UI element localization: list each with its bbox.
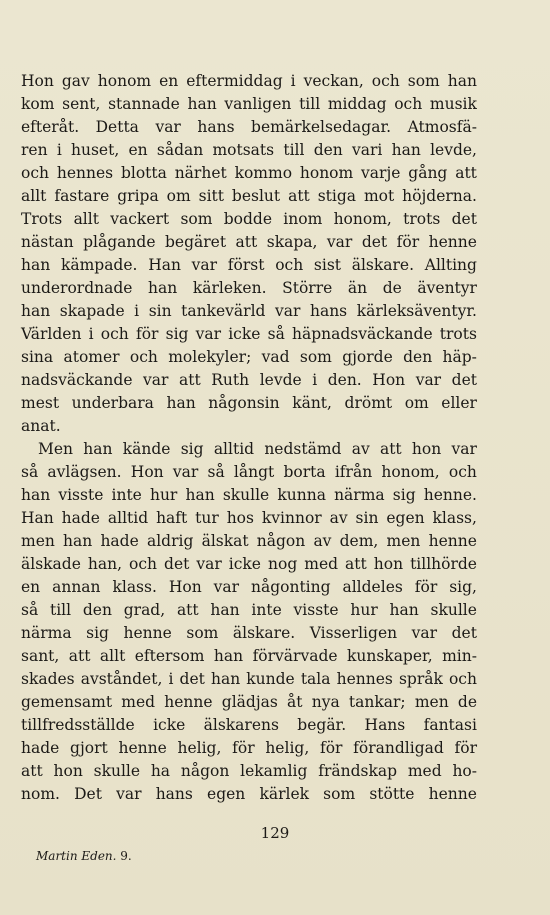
text-line: och hennes blotta närhet kommo honom varje gång att [21,164,477,182]
text-line: tillfredsställde icke älskarens begär. Hans fantasi [21,716,477,734]
text-line: underordnade han kärleken. Större än de äventyr [21,279,477,297]
text-line: mest underbara han någonsin känt, drömt om eller [21,394,477,412]
text-line: ren i huset, en sådan motsats till den vari han levde, [21,141,477,159]
paragraph [21,438,477,806]
text-line: nadsväckande var att Ruth levde i den. Hon var det [21,371,477,389]
text-line: allt fastare gripa om sitt beslut att stiga mot höjderna. [21,187,477,205]
text-line: nästan plågande begäret att skapa, var det för henne [21,233,477,251]
text-line: han skapade i sin tankevärld var hans kärleksäventyr. [21,302,477,320]
text-line: så avlägsen. Hon var så långt borta ifrån honom, och [21,463,477,481]
text-line: efteråt. Detta var hans bemärkelsedagar. Atmosfä- [21,118,477,136]
text-line: gemensamt med henne glädjas åt nya tankar; men de [21,693,477,711]
text-line: hade gjort henne helig, för helig, för förandligad för [21,739,477,757]
text-line: han visste inte hur han skulle kunna närma sig henne. [21,486,477,504]
text-line: han kämpade. Han var först och sist älskare. Allting [21,256,477,274]
text-line: Men han kände sig alltid nedstämd av att hon var [38,440,477,458]
signature-number: 9. [120,849,132,863]
page-number: 129 [260,824,290,842]
text-line: att hon skulle ha någon lekamlig frändskap med ho- [21,762,477,780]
text-line: skades avståndet, i det han kunde tala hennes språk och [21,670,477,688]
text-line: sina atomer och molekyler; vad som gjorde den häp- [21,348,477,366]
text-line: Trots allt vackert som bodde inom honom, trots det [21,210,477,228]
text-line: nom. Det var hans egen kärlek som stötte henne [21,785,477,803]
text-line: så till den grad, att han inte visste hur han skulle [21,601,477,619]
text-line: Världen i och för sig var icke så häpnadsväckande trots [21,325,477,343]
text-line: sant, att allt eftersom han förvärvade kunskaper, min- [21,647,477,665]
text-line: närma sig henne som älskare. Visserligen var det [21,624,477,642]
paragraph [21,70,477,438]
body-text [21,70,477,806]
text-line: anat. [21,417,61,435]
text-line: en annan klass. Hon var någonting alldeles för sig, [21,578,477,596]
printer-signature [36,849,132,863]
signature-title: Martin Eden. [36,849,117,863]
text-line: Hon gav honom en eftermiddag i veckan, och som han [21,72,477,90]
text-line: men han hade aldrig älskat någon av dem, men henne [21,532,477,550]
text-line: älskade han, och det var icke nog med att hon tillhörde [21,555,477,573]
text-line: Han hade alltid haft tur hos kvinnor av sin egen klass, [21,509,477,527]
text-line: kom sent, stannade han vanligen till middag och musik [21,95,477,113]
